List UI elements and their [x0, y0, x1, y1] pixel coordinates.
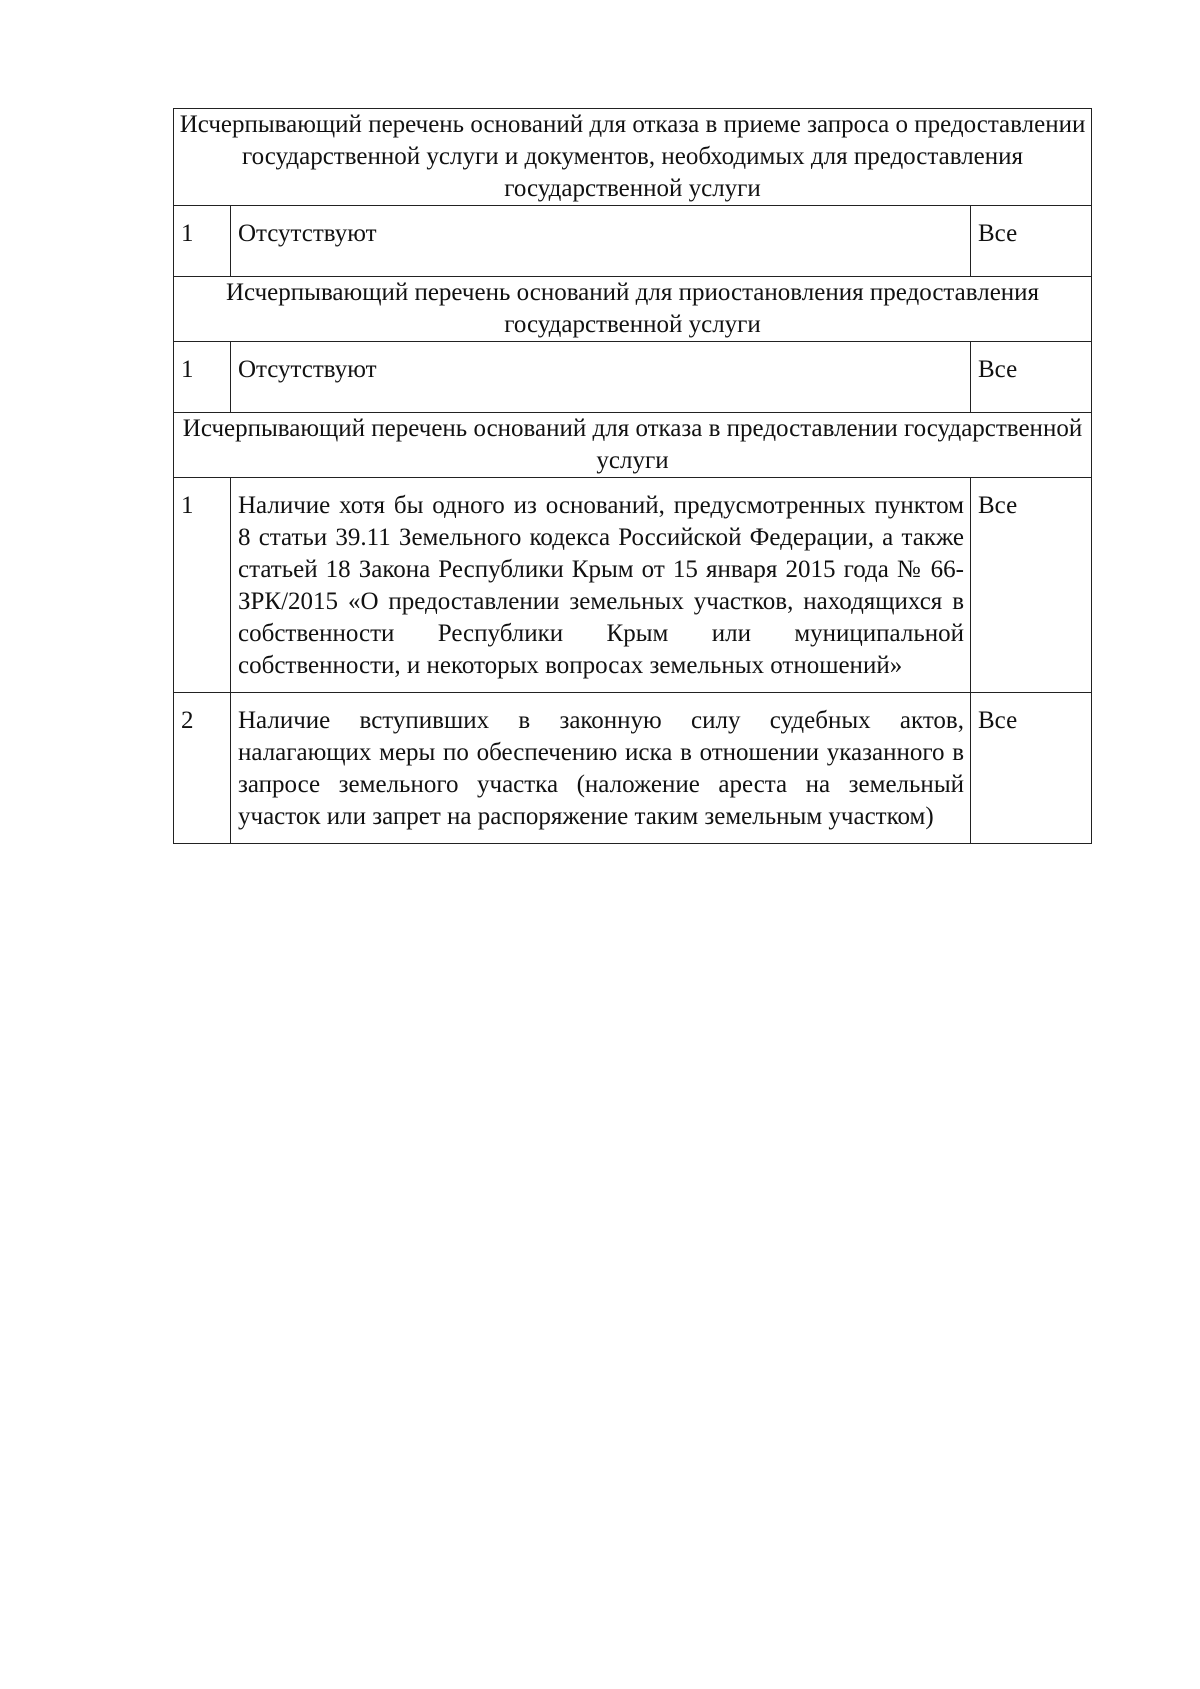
section-heading: Исчерпывающий перечень оснований для приостановления предоставления государственной услуги: [174, 277, 1092, 342]
section-heading-row: [174, 413, 1092, 478]
section-heading: Исчерпывающий перечень оснований для отказа в приеме запроса о предоставлении государственной услуги и документов, необходимых для предоставления государственной услуги: [174, 109, 1092, 206]
section-heading-row: [174, 277, 1092, 342]
table-row: [174, 478, 1092, 693]
table-row: [174, 342, 1092, 413]
table-row: [174, 206, 1092, 277]
row-text: Отсутствуют: [231, 206, 971, 277]
section-heading: Исчерпывающий перечень оснований для отказа в предоставлении государственной услуги: [174, 413, 1092, 478]
row-text: Наличие вступивших в законную силу судебных актов, налагающих меры по обеспечению иска в отношении указанного в запросе земельного участка (наложение ареста на земельный участок или запрет на распоряжение таким земельным участком): [231, 693, 971, 844]
row-applies: Все: [971, 693, 1092, 844]
table-row: [174, 693, 1092, 844]
row-text: Наличие хотя бы одного из оснований, предусмотренных пунктом 8 статьи 39.11 Земельного кодекса Российской Федерации, а также статьей 18 Закона Республики Крым от 15 января 2015 года № 66-ЗРК/2015 «О предоставлении земельных участков, находящихся в собственности Республики Крым или муниципальной собственности, и некоторых вопросах земельных отношений»: [231, 478, 971, 693]
row-applies: Все: [971, 342, 1092, 413]
row-number: 1: [174, 206, 231, 277]
section-heading-row: [174, 109, 1092, 206]
row-text: Отсутствуют: [231, 342, 971, 413]
grounds-table: [173, 108, 1092, 844]
row-number: 2: [174, 693, 231, 844]
row-number: 1: [174, 478, 231, 693]
row-applies: Все: [971, 478, 1092, 693]
row-applies: Все: [971, 206, 1092, 277]
row-number: 1: [174, 342, 231, 413]
